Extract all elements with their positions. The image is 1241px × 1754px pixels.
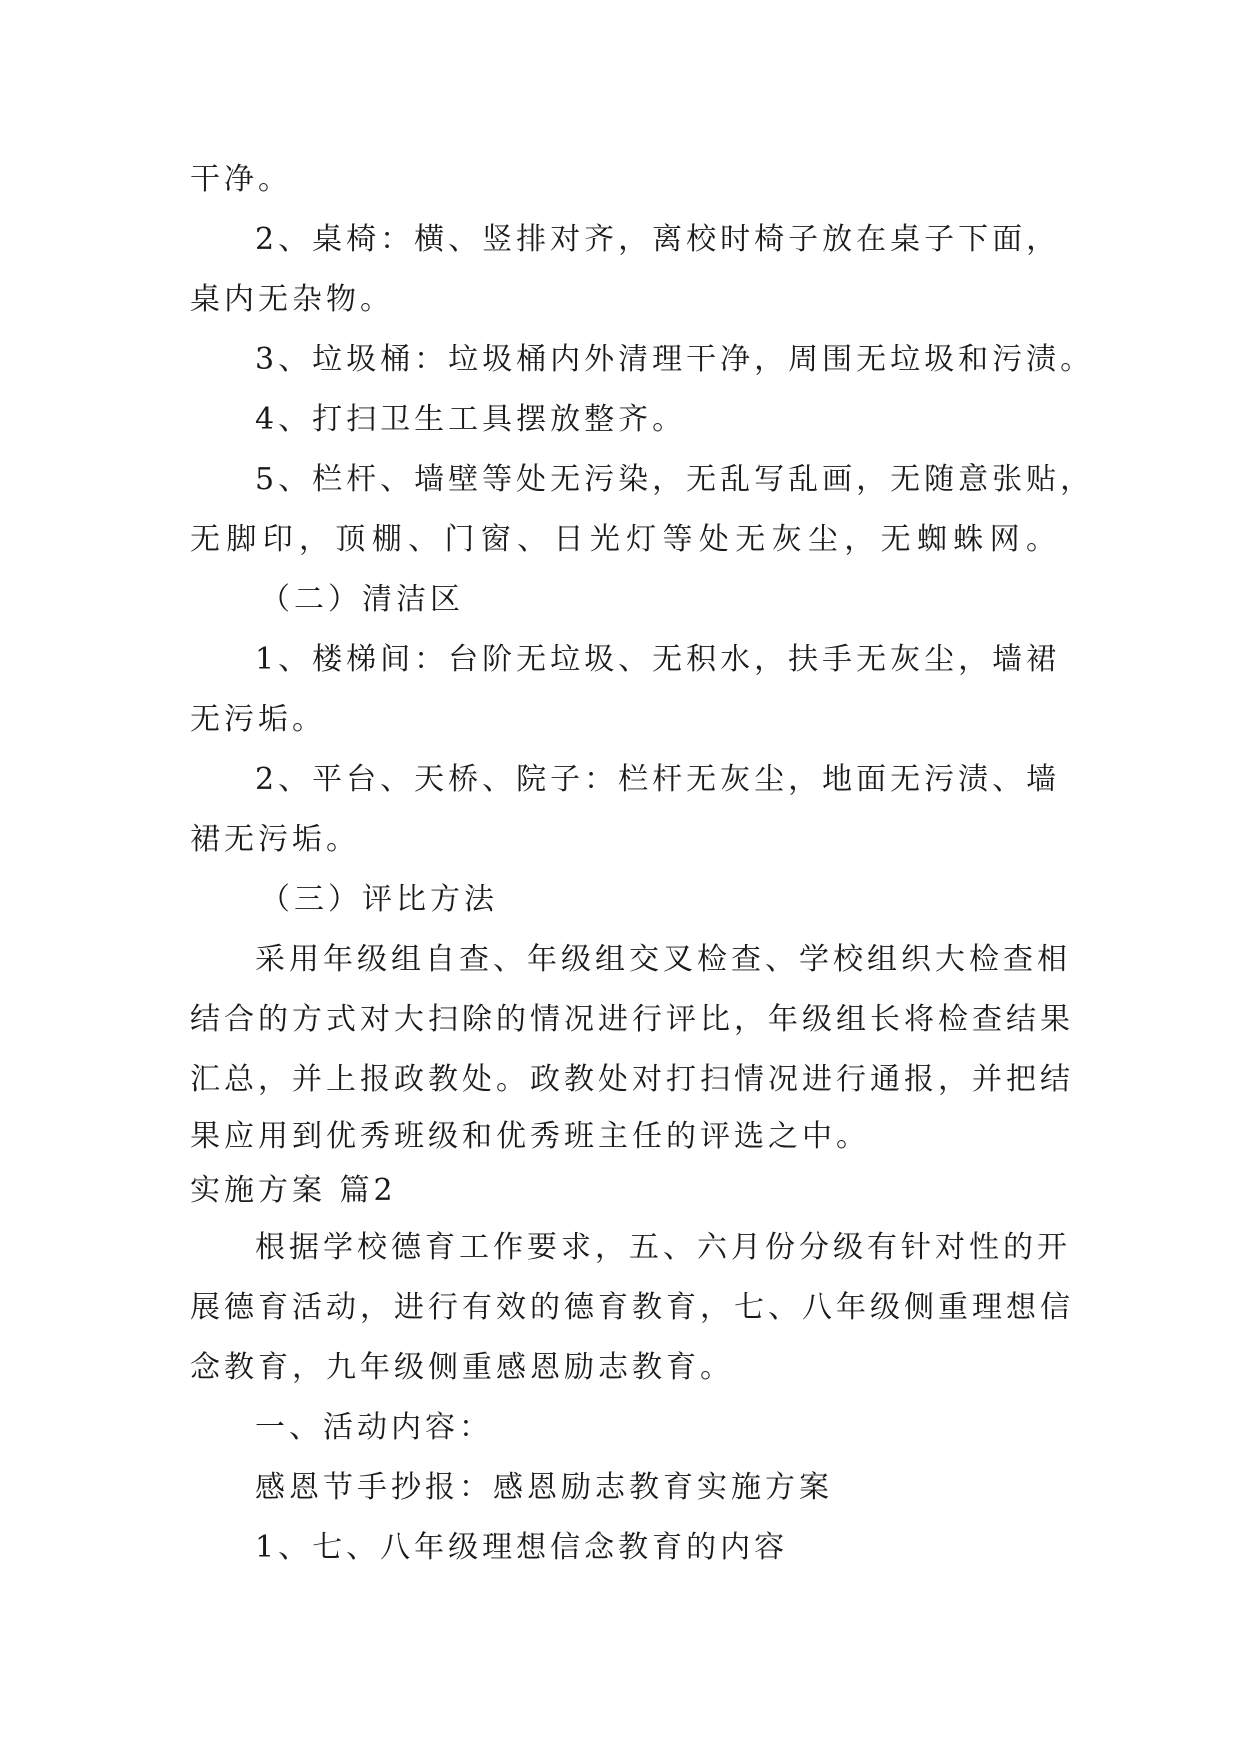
section-heading: （三）评比方法: [260, 882, 498, 917]
text-line: 汇总，并上报政教处。政教处对打扫情况进行通报，并把结: [190, 1062, 1074, 1097]
text-line: 无污垢。: [190, 702, 326, 737]
text-line: 4、打扫卫生工具摆放整齐。: [255, 402, 687, 437]
text-line: 结合的方式对大扫除的情况进行评比，年级组长将检查结果: [190, 1002, 1074, 1037]
text-line: 1、楼梯间：台阶无垃圾、无积水，扶手无灰尘，墙裙: [255, 642, 1061, 677]
text-line: 展德育活动，进行有效的德育教育，七、八年级侧重理想信: [190, 1290, 1074, 1325]
text-line: 念教育，九年级侧重感恩励志教育。: [190, 1350, 734, 1385]
text-line: 采用年级组自查、年级组交叉检查、学校组织大检查相: [255, 942, 1071, 977]
text-line: 3、垃圾桶：垃圾桶内外清理干净，周围无垃圾和污渍。: [255, 342, 1095, 377]
text-line: 2、平台、天桥、院子：栏杆无灰尘，地面无污渍、墙: [255, 762, 1061, 797]
text-line: 无脚印，顶棚、门窗、日光灯等处无灰尘，无蜘蛛网。: [190, 522, 1060, 557]
article-heading: 实施方案 篇2: [190, 1173, 397, 1208]
section-heading: （二）清洁区: [260, 582, 464, 617]
document-page: [190, 150, 1095, 1578]
text-line: 裙无污垢。: [190, 822, 360, 857]
text-line: 根据学校德育工作要求，五、六月份分级有针对性的开: [255, 1230, 1071, 1265]
text-line: 1、七、八年级理想信念教育的内容: [255, 1530, 789, 1565]
text-line: 5、栏杆、墙壁等处无污染，无乱写乱画，无随意张贴，: [255, 462, 1095, 497]
text-line: 果应用到优秀班级和优秀班主任的评选之中。: [190, 1119, 870, 1154]
text-line: 桌内无杂物。: [190, 282, 394, 317]
text-line: 感恩节手抄报：感恩励志教育实施方案: [255, 1470, 833, 1505]
section-heading: 一、活动内容：: [255, 1410, 493, 1445]
text-line: 干净。: [190, 162, 292, 197]
text-line: 2、桌椅：横、竖排对齐，离校时椅子放在桌子下面，: [255, 222, 1061, 257]
